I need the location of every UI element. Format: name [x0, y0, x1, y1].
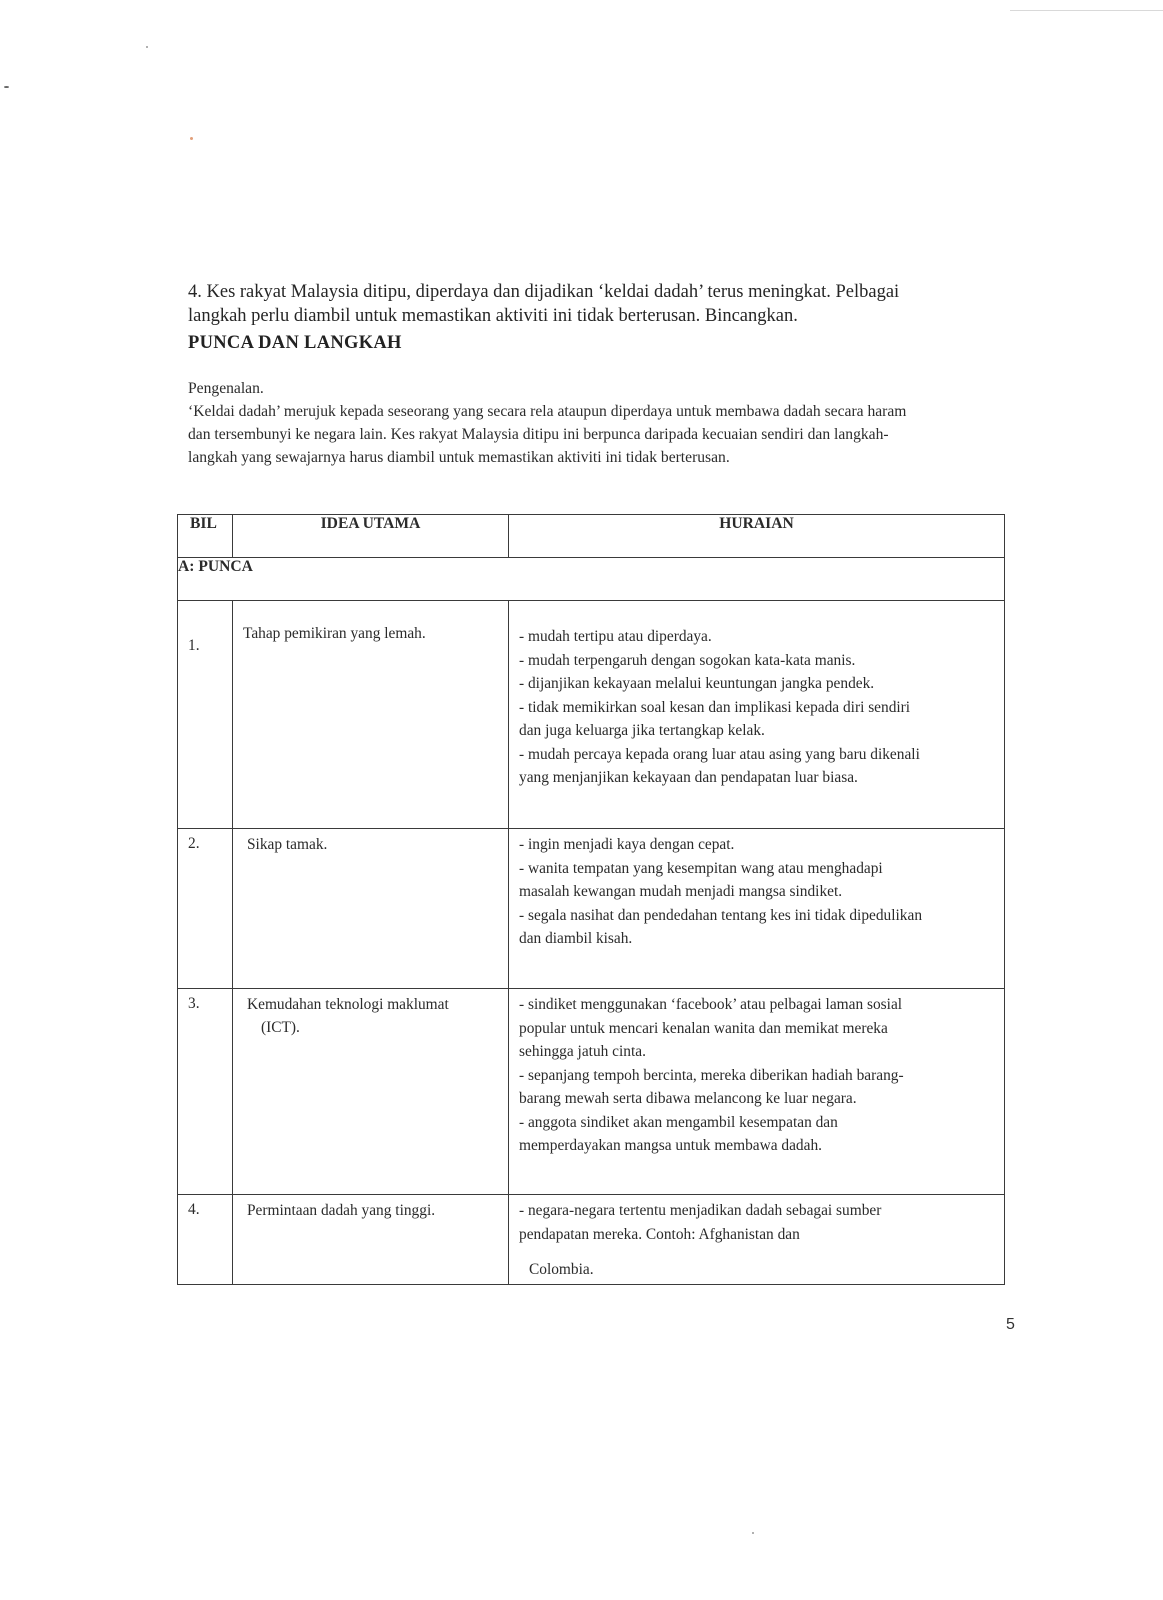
table-row: [178, 829, 1005, 989]
table-header-row: [178, 515, 1005, 558]
huraian-line: sehingga jatuh cinta.: [519, 1043, 646, 1060]
table-row: [178, 1195, 1005, 1285]
introduction: [188, 377, 1028, 469]
row-number: 3.: [178, 989, 233, 1195]
row-idea-line: Kemudahan teknologi maklumat: [247, 996, 449, 1013]
huraian-line: - ingin menjadi kaya dengan cepat.: [519, 836, 735, 853]
header-huraian: HURAIAN: [509, 515, 1005, 558]
scan-speck: [190, 137, 193, 140]
huraian-line: barang mewah serta dibawa melancong ke luar negara.: [519, 1090, 857, 1107]
scan-edge-line: [1010, 10, 1163, 11]
question-line: langkah perlu diambil untuk memastikan aktiviti ini tidak berterusan. Bincangkan.: [188, 306, 798, 326]
essay-question: [188, 280, 1008, 328]
intro-line: dan tersembunyi ke negara lain. Kes rakyat Malaysia ditipu ini berpunca daripada kecuaian sendiri dan langkah-: [188, 426, 889, 443]
scan-speck: [752, 1532, 754, 1534]
section-a-label: A: PUNCA: [178, 558, 1005, 601]
huraian-line: - anggota sindiket akan mengambil kesempatan dan: [519, 1113, 838, 1131]
huraian-line: - wanita tempatan yang kesempitan wang atau menghadapi: [519, 859, 883, 877]
huraian-line: dan juga keluarga jika tertangkap kelak.: [519, 722, 765, 739]
row-huraian: [509, 829, 1005, 989]
intro-heading: Pengenalan.: [188, 380, 264, 397]
row-idea: Permintaan dadah yang tinggi.: [233, 1195, 509, 1285]
huraian-line: popular untuk mencari kenalan wanita dan memikat mereka: [519, 1019, 888, 1037]
huraian-line: - negara-negara tertentu menjadikan dadah sebagai sumber: [519, 1202, 882, 1219]
row-number: 1.: [178, 601, 233, 829]
row-idea: Tahap pemikiran yang lemah.: [233, 601, 509, 829]
huraian-line: dan diambil kisah.: [519, 930, 633, 947]
row-huraian: [509, 601, 1005, 829]
table-row: [178, 601, 1005, 829]
header-bil: BIL: [178, 515, 233, 558]
huraian-line: memperdayakan mangsa untuk membawa dadah.: [519, 1137, 823, 1154]
huraian-line: - mudah percaya kepada orang luar atau asing yang baru dikenali: [519, 745, 920, 763]
huraian-line: - mudah tertipu atau diperdaya.: [519, 628, 712, 645]
huraian-line: pendapatan mereka. Contoh: Afghanistan dan: [519, 1225, 800, 1243]
huraian-line: - sepanjang tempoh bercinta, mereka diberikan hadiah barang-: [519, 1066, 904, 1084]
scan-speck: [146, 46, 148, 48]
huraian-line: - tidak memikirkan soal kesan dan implikasi kepada diri sendiri: [519, 698, 911, 716]
intro-line: ‘Keldai dadah’ merujuk kepada seseorang yang secara rela ataupun diperdaya untuk membawa dadah secara haram: [188, 403, 907, 420]
row-idea: [233, 989, 509, 1195]
huraian-line: - dijanjikan kekayaan melalui keuntungan jangka pendek.: [519, 675, 875, 692]
huraian-line: - sindiket menggunakan ‘facebook’ atau pelbagai laman sosial: [519, 996, 903, 1013]
scan-speck: [4, 86, 9, 88]
huraian-line: - segala nasihat dan pendedahan tentang kes ini tidak dipedulikan: [519, 906, 923, 924]
section-a-row: [178, 558, 1005, 601]
row-idea-line: (ICT).: [261, 1019, 300, 1036]
question-line: 4. Kes rakyat Malaysia ditipu, diperdaya dan dijadikan ‘keldai dadah’ terus meningkat. Pelbagai: [188, 282, 900, 302]
intro-line: langkah yang sewajarnya harus diambil untuk memastikan aktiviti ini tidak berterusan.: [188, 449, 730, 466]
huraian-line: Colombia.: [529, 1261, 594, 1278]
table-row: [178, 989, 1005, 1195]
punca-table: [177, 514, 1005, 1285]
row-huraian: [509, 989, 1005, 1195]
row-idea: Sikap tamak.: [233, 829, 509, 989]
row-number: 4.: [178, 1195, 233, 1285]
page-number: 5: [1006, 1316, 1015, 1333]
huraian-line: yang menjanjikan kekayaan dan pendapatan luar biasa.: [519, 769, 858, 786]
huraian-line: - mudah terpengaruh dengan sogokan kata-kata manis.: [519, 651, 856, 669]
row-number: 2.: [178, 829, 233, 989]
row-huraian: [509, 1195, 1005, 1285]
header-idea-utama: IDEA UTAMA: [233, 515, 509, 558]
huraian-line: masalah kewangan mudah menjadi mangsa sindiket.: [519, 883, 843, 900]
section-title: PUNCA DAN LANGKAH: [188, 333, 402, 353]
